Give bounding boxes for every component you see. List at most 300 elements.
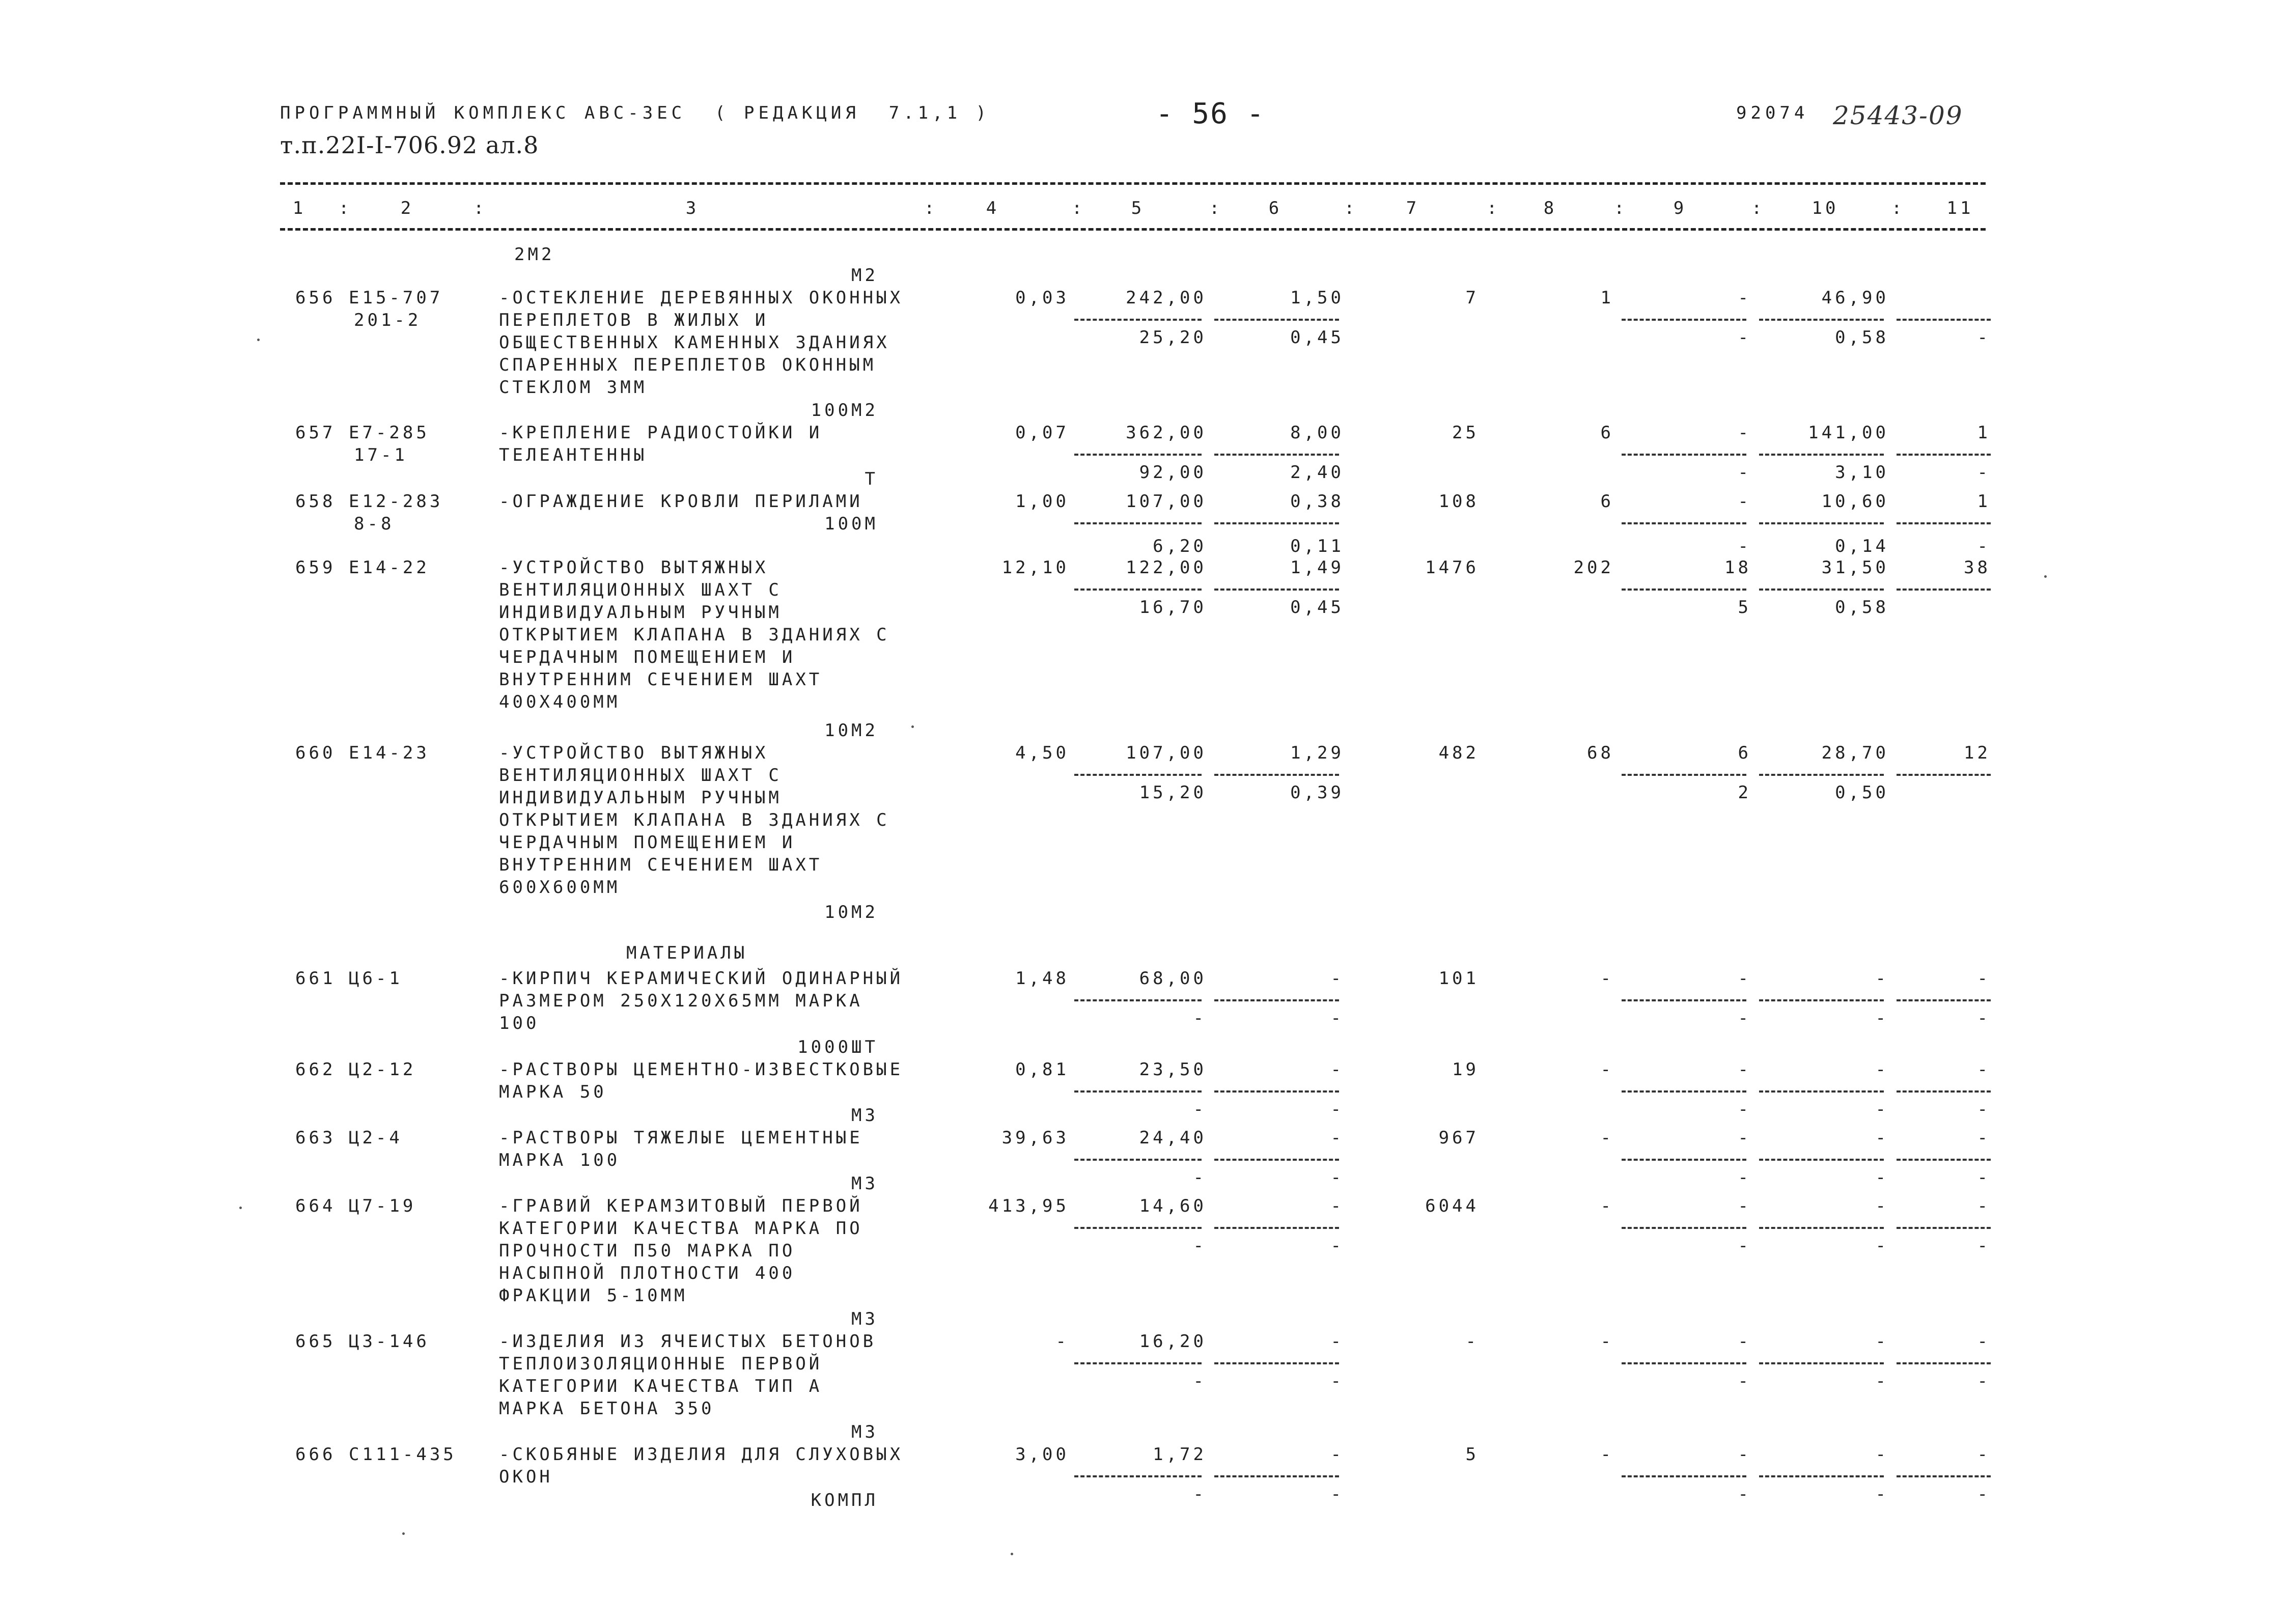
machine-value: -: [1738, 327, 1751, 348]
unit-cost-value: -: [1193, 1008, 1207, 1028]
cost-value: -: [1330, 1371, 1344, 1391]
column-separator: :: [1072, 198, 1085, 218]
labor-cost-value: 0,14: [1835, 536, 1889, 556]
quantity-value: 4,50: [1015, 743, 1069, 763]
document-reference: т.п.22I-I-706.92 ал.8: [280, 131, 539, 159]
row-662-number: 662: [295, 1059, 336, 1080]
item-description: ВНУТРЕННИМ СЕЧЕНИЕМ ШАХТ: [499, 669, 823, 690]
extra-value: -: [1977, 1484, 1991, 1504]
labor-value: 6: [1600, 491, 1614, 512]
cell-separator: [1074, 1362, 1202, 1364]
unit-cost-value: -: [1193, 1236, 1207, 1256]
item-description: МАРКА 50: [499, 1082, 607, 1102]
cost-value: 1,29: [1290, 743, 1344, 763]
unit-label: М3: [851, 1173, 878, 1194]
total-value: 6044: [1425, 1196, 1479, 1216]
item-description: -УСТРОЙСТВО ВЫТЯЖНЫХ: [499, 743, 769, 763]
machine-value: -: [1738, 462, 1751, 483]
labor-cost-value: 28,70: [1821, 743, 1889, 763]
unit-label: КОМПЛ: [811, 1490, 878, 1510]
labor-cost-value: 10,60: [1821, 491, 1889, 512]
cell-separator: [1897, 1362, 1991, 1364]
unit-label: М3: [851, 1422, 878, 1442]
labor-value: 6: [1600, 423, 1614, 443]
cell-separator: [1074, 999, 1202, 1001]
quantity-value: -: [1055, 1331, 1069, 1352]
extra-value: -: [1977, 1099, 1991, 1119]
cell-separator: [1622, 774, 1746, 776]
item-description: 600Х600ММ: [499, 877, 621, 898]
resource-code: С111-435: [349, 1444, 457, 1465]
resource-code: Ц7-19: [349, 1196, 416, 1216]
item-description: НАСЫПНОЙ ПЛОТНОСТИ 400: [499, 1263, 796, 1283]
quantity-value: 3,00: [1015, 1444, 1069, 1465]
machine-value: -: [1738, 1196, 1751, 1216]
scan-speck: [911, 725, 914, 728]
cell-separator: [1074, 774, 1202, 776]
cell-separator: [1759, 1227, 1884, 1229]
page-number: - 56 -: [1156, 97, 1265, 130]
total-value: 108: [1438, 491, 1479, 512]
cell-separator: [1622, 522, 1746, 524]
resource-code: Ц3-146: [349, 1331, 430, 1352]
row-656-number: 656: [295, 288, 336, 308]
item-description: ОКОН: [499, 1467, 553, 1487]
cell-separator: [1074, 1227, 1202, 1229]
cost-value: 1,50: [1290, 288, 1344, 308]
extra-value: -: [1977, 968, 1991, 989]
total-value: 7: [1465, 288, 1479, 308]
item-description: -РАСТВОРЫ ЦЕМЕНТНО-ИЗВЕСТКОВЫЕ: [499, 1059, 904, 1080]
labor-cost-value: -: [1875, 968, 1889, 989]
cell-separator: [1759, 454, 1884, 456]
labor-cost-value: -: [1875, 1484, 1889, 1504]
cost-value: -: [1330, 1008, 1344, 1028]
item-description: 100: [499, 1013, 540, 1033]
extra-value: -: [1977, 1236, 1991, 1256]
cost-value: 1,49: [1290, 557, 1344, 578]
labor-cost-value: 0,50: [1835, 782, 1889, 803]
extra-value: 1: [1977, 491, 1991, 512]
machine-value: -: [1738, 1128, 1751, 1148]
cost-value: -: [1330, 1236, 1344, 1256]
table-top-rule: [280, 182, 1986, 185]
cell-separator: [1214, 1159, 1339, 1161]
row-663-number: 663: [295, 1128, 336, 1148]
cell-separator: [1759, 999, 1884, 1001]
cost-value: -: [1330, 1484, 1344, 1504]
extra-value: 12: [1964, 743, 1991, 763]
unit-cost-value: 1,72: [1153, 1444, 1207, 1465]
cell-separator: [1897, 1159, 1991, 1161]
cost-value: -: [1330, 1128, 1344, 1148]
cell-separator: [1897, 999, 1991, 1001]
cell-separator: [1622, 1159, 1746, 1161]
unit-cost-value: 122,00: [1126, 557, 1207, 578]
labor-value: 1: [1600, 288, 1614, 308]
machine-value: -: [1738, 1167, 1751, 1188]
cell-separator: [1074, 522, 1202, 524]
total-value: 1476: [1425, 557, 1479, 578]
item-description: -ИЗДЕЛИЯ ИЗ ЯЧЕИСТЫХ БЕТОНОВ: [499, 1331, 877, 1352]
quantity-value: 12,10: [1001, 557, 1069, 578]
column-separator: :: [339, 198, 352, 218]
column-header-11: 11: [1946, 198, 1974, 218]
resource-code: Ц6-1: [349, 968, 403, 989]
unit-cost-value: 6,20: [1153, 536, 1207, 556]
machine-value: -: [1738, 1099, 1751, 1119]
item-description: ВНУТРЕННИМ СЕЧЕНИЕМ ШАХТ: [499, 855, 823, 875]
cell-separator: [1622, 1227, 1746, 1229]
cell-separator: [1897, 1227, 1991, 1229]
column-header-9: 9: [1673, 198, 1687, 218]
row-659-number: 659: [295, 557, 336, 578]
column-separator: :: [1344, 198, 1358, 218]
column-separator: :: [1487, 198, 1500, 218]
quantity-value: 1,48: [1015, 968, 1069, 989]
machine-value: -: [1738, 1236, 1751, 1256]
extra-value: -: [1977, 1371, 1991, 1391]
column-separator: :: [1209, 198, 1223, 218]
labor-cost-value: 0,58: [1835, 597, 1889, 618]
cell-separator: [1074, 1159, 1202, 1161]
item-description: ТЕПЛОИЗОЛЯЦИОННЫЕ ПЕРВОЙ: [499, 1354, 823, 1374]
extra-value: -: [1977, 536, 1991, 556]
unit-cost-value: 107,00: [1126, 743, 1207, 763]
labor-cost-value: 46,90: [1821, 288, 1889, 308]
unit-cost-value: -: [1193, 1167, 1207, 1188]
cell-separator: [1759, 1362, 1884, 1364]
machine-value: 2: [1738, 782, 1751, 803]
total-value: 967: [1438, 1128, 1479, 1148]
machine-value: -: [1738, 491, 1751, 512]
cell-separator: [1214, 1090, 1339, 1093]
unit-cost-value: 16,70: [1139, 597, 1207, 618]
extra-value: -: [1977, 1167, 1991, 1188]
unit-label: М2: [851, 265, 878, 286]
unit-label: 10М2: [824, 902, 878, 922]
labor-cost-value: -: [1875, 1444, 1889, 1465]
machine-value: -: [1738, 288, 1751, 308]
labor-value: -: [1600, 1331, 1614, 1352]
item-description: КАТЕГОРИИ КАЧЕСТВА ТИП А: [499, 1376, 823, 1396]
labor-value: -: [1600, 1196, 1614, 1216]
labor-value: -: [1600, 1059, 1614, 1080]
item-description: ИНДИВИДУАЛЬНЫМ РУЧНЫМ: [499, 788, 782, 808]
row-665-number: 665: [295, 1331, 336, 1352]
unit-label: М3: [851, 1309, 878, 1329]
item-description: -ГРАВИЙ КЕРАМЗИТОВЫЙ ПЕРВОЙ: [499, 1196, 863, 1216]
scan-speck: [257, 339, 260, 341]
cell-separator: [1074, 319, 1202, 321]
labor-cost-value: 3,10: [1835, 462, 1889, 483]
column-header-1: 1: [292, 198, 306, 218]
unit-cost-value: 15,20: [1139, 782, 1207, 803]
quantity-value: 0,03: [1015, 288, 1069, 308]
column-header-8: 8: [1543, 198, 1557, 218]
row-657-number: 657: [295, 423, 336, 443]
machine-value: -: [1738, 1371, 1751, 1391]
machine-value: -: [1738, 536, 1751, 556]
item-description: ОТКРЫТИЕМ КЛАПАНА В ЗДАНИЯХ С: [499, 625, 890, 645]
column-separator: :: [1751, 198, 1765, 218]
cell-separator: [1074, 454, 1202, 456]
cell-separator: [1897, 319, 1991, 321]
quantity-value: 0,81: [1015, 1059, 1069, 1080]
document-code: 92074: [1736, 103, 1809, 123]
item-description: СПАРЕННЫХ ПЕРЕПЛЕТОВ ОКОННЫМ: [499, 355, 877, 375]
cell-separator: [1897, 522, 1991, 524]
item-description: КАТЕГОРИИ КАЧЕСТВА МАРКА ПО: [499, 1218, 863, 1239]
extra-value: -: [1977, 462, 1991, 483]
extra-value: -: [1977, 1444, 1991, 1465]
extra-value: -: [1977, 1128, 1991, 1148]
extra-value: -: [1977, 1331, 1991, 1352]
cell-separator: [1622, 1475, 1746, 1477]
cell-separator: [1897, 1475, 1991, 1477]
cell-separator: [1759, 1159, 1884, 1161]
row-664-number: 664: [295, 1196, 336, 1216]
column-header-5: 5: [1131, 198, 1145, 218]
cost-value: -: [1330, 1196, 1344, 1216]
labor-cost-value: 31,50: [1821, 557, 1889, 578]
cost-value: 0,38: [1290, 491, 1344, 512]
item-description: ИНДИВИДУАЛЬНЫМ РУЧНЫМ: [499, 602, 782, 623]
quantity-value: 0,07: [1015, 423, 1069, 443]
item-description: -СКОБЯНЫЕ ИЗДЕЛИЯ ДЛЯ СЛУХОВЫХ: [499, 1444, 904, 1465]
cell-separator: [1622, 319, 1746, 321]
column-header-6: 6: [1268, 198, 1283, 218]
column-header-10: 10: [1812, 198, 1839, 218]
machine-value: 5: [1738, 597, 1751, 618]
handwritten-number: 25443-09: [1833, 101, 1963, 130]
cell-separator: [1214, 1362, 1339, 1364]
cost-value: -: [1330, 1167, 1344, 1188]
item-description: ЧЕРДАЧНЫМ ПОМЕЩЕНИЕМ И: [499, 647, 796, 667]
machine-value: -: [1738, 1331, 1751, 1352]
resource-code: 17-1: [354, 445, 408, 465]
cell-separator: [1214, 999, 1339, 1001]
cell-separator: [1214, 522, 1339, 524]
unit-cost-value: 107,00: [1126, 491, 1207, 512]
scan-speck: [1011, 1553, 1013, 1555]
extra-value: 1: [1977, 423, 1991, 443]
resource-code: 8-8: [354, 514, 395, 534]
cost-value: -: [1330, 968, 1344, 989]
cell-separator: [1622, 1362, 1746, 1364]
resource-code: Е14-23: [349, 743, 430, 763]
unit-label: 10М2: [824, 720, 878, 741]
row-660-number: 660: [295, 743, 336, 763]
total-value: 19: [1452, 1059, 1479, 1080]
extra-value: -: [1977, 1196, 1991, 1216]
row-666-number: 666: [295, 1444, 336, 1465]
labor-value: -: [1600, 1128, 1614, 1148]
unit-cost-value: 362,00: [1126, 423, 1207, 443]
labor-cost-value: -: [1875, 1099, 1889, 1119]
item-description: ВЕНТИЛЯЦИОННЫХ ШАХТ С: [499, 580, 782, 600]
cell-separator: [1759, 774, 1884, 776]
total-value: 25: [1452, 423, 1479, 443]
extra-value: -: [1977, 327, 1991, 348]
cost-value: 0,45: [1290, 597, 1344, 618]
quantity-value: 413,95: [988, 1196, 1069, 1216]
unit-cost-value: 92,00: [1139, 462, 1207, 483]
cell-separator: [1214, 319, 1339, 321]
cell-separator: [1897, 1090, 1991, 1093]
cell-separator: [1759, 589, 1884, 591]
labor-cost-value: -: [1875, 1196, 1889, 1216]
total-value: 101: [1438, 968, 1479, 989]
cost-value: -: [1330, 1444, 1344, 1465]
scan-speck: [402, 1532, 405, 1535]
quantity-value: 1,00: [1015, 491, 1069, 512]
item-description: СТЕКЛОМ 3ММ: [499, 377, 648, 398]
labor-cost-value: -: [1875, 1008, 1889, 1028]
labor-value: 68: [1587, 743, 1614, 763]
cell-separator: [1759, 1090, 1884, 1093]
unit-label: 100М2: [811, 400, 878, 421]
column-header-7: 7: [1406, 198, 1420, 218]
column-header-2: 2: [400, 198, 414, 218]
item-description: ПРОЧНОСТИ П50 МАРКА ПО: [499, 1241, 796, 1261]
resource-code: Е15-707: [349, 288, 443, 308]
program-title: ПРОГРАММНЫЙ КОМПЛЕКС АВС-3ЕС ( РЕДАКЦИЯ 7.1,1 ): [280, 103, 991, 123]
column-header-3: 3: [685, 198, 700, 218]
total-value: 5: [1465, 1444, 1479, 1465]
resource-code: Ц2-4: [349, 1128, 403, 1148]
item-description: ВЕНТИЛЯЦИОННЫХ ШАХТ С: [499, 765, 782, 786]
unit-label: Т: [865, 469, 878, 489]
unit-cost-value: 242,00: [1126, 288, 1207, 308]
machine-value: -: [1738, 1059, 1751, 1080]
unit-cost-value: -: [1193, 1371, 1207, 1391]
unit-label: 100М: [824, 514, 878, 534]
column-header-4: 4: [986, 198, 1000, 218]
machine-value: 6: [1738, 743, 1751, 763]
cell-separator: [1214, 774, 1339, 776]
row-658-number: 658: [295, 491, 336, 512]
item-description: 400Х400ММ: [499, 692, 621, 712]
unit-cost-value: 14,60: [1139, 1196, 1207, 1216]
cost-value: 0,39: [1290, 782, 1344, 803]
scan-speck: [239, 1207, 242, 1209]
section-title: МАТЕРИАЛЫ: [626, 943, 748, 963]
item-description: ОТКРЫТИЕМ КЛАПАНА В ЗДАНИЯХ С: [499, 810, 890, 830]
cell-separator: [1214, 1227, 1339, 1229]
cost-value: 2,40: [1290, 462, 1344, 483]
cell-separator: [1759, 319, 1884, 321]
machine-value: -: [1738, 1444, 1751, 1465]
labor-value: -: [1600, 968, 1614, 989]
cost-value: 8,00: [1290, 423, 1344, 443]
labor-cost-value: -: [1875, 1371, 1889, 1391]
cost-value: -: [1330, 1331, 1344, 1352]
total-value: -: [1465, 1331, 1479, 1352]
item-description: -КРЕПЛЕНИЕ РАДИОСТОЙКИ И: [499, 423, 823, 443]
machine-value: 18: [1724, 557, 1751, 578]
item-description: -ОСТЕКЛЕНИЕ ДЕРЕВЯННЫХ ОКОННЫХ: [499, 288, 904, 308]
resource-code: Е14-22: [349, 557, 430, 578]
column-separator: :: [924, 198, 938, 218]
item-description: -УСТРОЙСТВО ВЫТЯЖНЫХ: [499, 557, 769, 578]
unit-cost-value: 25,20: [1139, 327, 1207, 348]
scan-speck: [2044, 575, 2047, 578]
unit-cost-value: 68,00: [1139, 968, 1207, 989]
extra-value: -: [1977, 1008, 1991, 1028]
item-description: ЧЕРДАЧНЫМ ПОМЕЩЕНИЕМ И: [499, 832, 796, 853]
cell-separator: [1074, 589, 1202, 591]
item-description: -РАСТВОРЫ ТЯЖЕЛЫЕ ЦЕМЕНТНЫЕ: [499, 1128, 863, 1148]
labor-cost-value: -: [1875, 1331, 1889, 1352]
column-separator: :: [1614, 198, 1628, 218]
cell-separator: [1622, 589, 1746, 591]
unit-cost-value: 16,20: [1139, 1331, 1207, 1352]
cost-value: -: [1330, 1059, 1344, 1080]
resource-code: Ц2-12: [349, 1059, 416, 1080]
machine-value: -: [1738, 968, 1751, 989]
unit-cost-value: 23,50: [1139, 1059, 1207, 1080]
cell-separator: [1759, 522, 1884, 524]
unit-label: 2М2: [514, 244, 555, 265]
cell-separator: [1074, 1475, 1202, 1477]
item-description: РАЗМЕРОМ 250Х120Х65ММ МАРКА: [499, 991, 863, 1011]
quantity-value: 39,63: [1001, 1128, 1069, 1148]
cell-separator: [1622, 999, 1746, 1001]
item-description: ПЕРЕПЛЕТОВ В ЖИЛЫХ И: [499, 310, 769, 330]
cell-separator: [1214, 1475, 1339, 1477]
labor-cost-value: -: [1875, 1128, 1889, 1148]
labor-value: -: [1600, 1444, 1614, 1465]
resource-code: 201-2: [354, 310, 422, 330]
labor-cost-value: -: [1875, 1167, 1889, 1188]
extra-value: -: [1977, 1059, 1991, 1080]
cell-separator: [1897, 454, 1991, 456]
cost-value: 0,45: [1290, 327, 1344, 348]
resource-code: Е7-285: [349, 423, 430, 443]
labor-cost-value: 0,58: [1835, 327, 1889, 348]
item-description: ТЕЛЕАНТЕННЫ: [499, 445, 648, 465]
labor-cost-value: -: [1875, 1236, 1889, 1256]
machine-value: -: [1738, 423, 1751, 443]
unit-cost-value: -: [1193, 1484, 1207, 1504]
row-661-number: 661: [295, 968, 336, 989]
unit-label: 1000ШТ: [797, 1037, 878, 1057]
item-description: -ОГРАЖДЕНИЕ КРОВЛИ ПЕРИЛАМИ: [499, 491, 863, 512]
labor-value: 202: [1573, 557, 1614, 578]
column-separator: :: [1891, 198, 1905, 218]
cell-separator: [1897, 774, 1991, 776]
labor-cost-value: -: [1875, 1059, 1889, 1080]
machine-value: -: [1738, 1484, 1751, 1504]
cell-separator: [1214, 454, 1339, 456]
item-description: ОБЩЕСТВЕННЫХ КАМЕННЫХ ЗДАНИЯХ: [499, 332, 890, 353]
item-description: МАРКА БЕТОНА 350: [499, 1398, 715, 1419]
cell-separator: [1622, 1090, 1746, 1093]
cell-separator: [1897, 589, 1991, 591]
total-value: 482: [1438, 743, 1479, 763]
column-separator: :: [473, 198, 487, 218]
resource-code: Е12-283: [349, 491, 443, 512]
cell-separator: [1759, 1475, 1884, 1477]
table-header-rule: [280, 228, 1986, 231]
item-description: -КИРПИЧ КЕРАМИЧЕСКИЙ ОДИНАРНЫЙ: [499, 968, 904, 989]
item-description: МАРКА 100: [499, 1150, 621, 1170]
cost-value: 0,11: [1290, 536, 1344, 556]
unit-label: М3: [851, 1105, 878, 1126]
cell-separator: [1214, 589, 1339, 591]
extra-value: 38: [1964, 557, 1991, 578]
